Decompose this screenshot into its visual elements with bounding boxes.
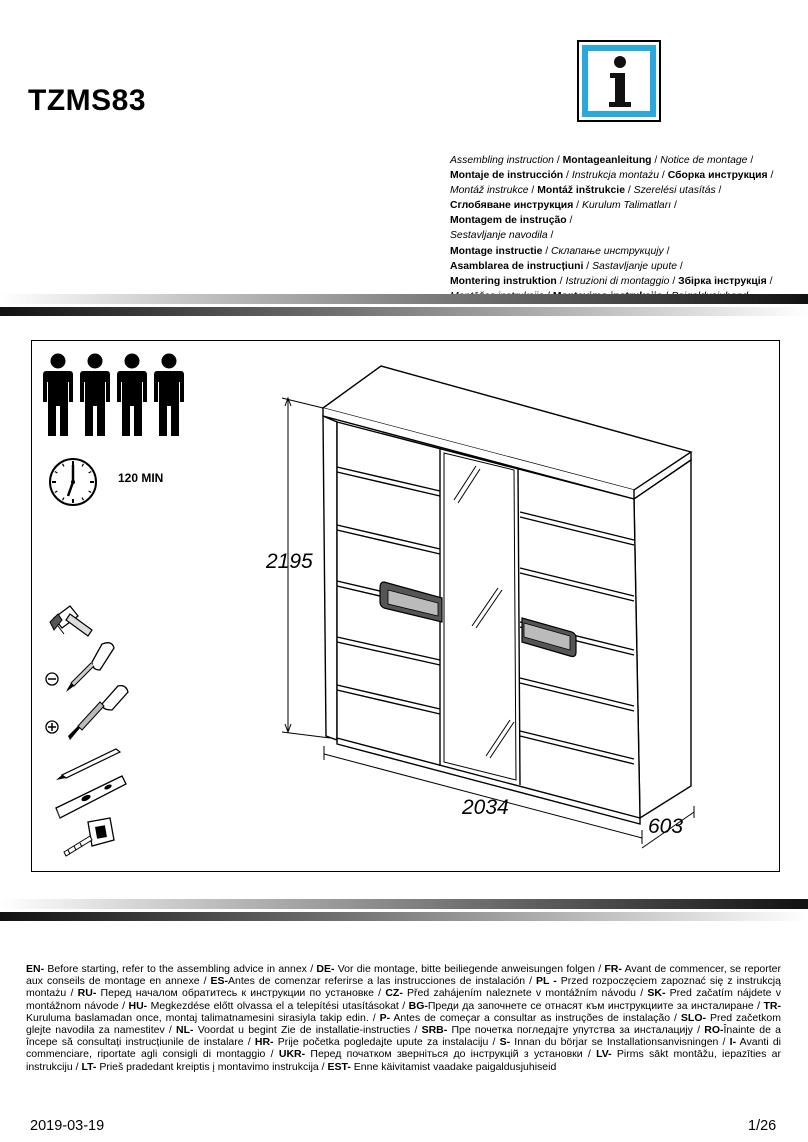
assembly-titles: Assembling instruction / Montageanleitung / Notice de montage / Montaje de instrucción / Instrukcja montażu / Сборка инструкция / Montáž instrukce / Montáž inštrukcie / Szerelési utasítás / Сглобяване инструкция / Kurulum Talimatları / Montagem de instrução / Sestavljanje navodila / Montage instructie / Склапање инструкцију / Asamblarea de instrucțiuni / Sastavljanje upute / Montering instruktion / Istruzioni di montaggio / Збірка інструкція /: [450, 153, 795, 304]
person-icon: [117, 354, 147, 437]
lang-text: Enne käivitamist vaadake paigaldusjuhiseid: [350, 1060, 557, 1073]
lang-code: RU-: [77, 987, 97, 1000]
lang-code: PL -: [536, 975, 557, 988]
bottom-divider-bands: [0, 893, 808, 923]
title-es: Montaje de instrucción: [450, 170, 564, 182]
lang-text: Перед початком зверніться до інструкцій з установки /: [305, 1048, 597, 1061]
lang-text: Pred začatím nájdete v montážnom návode /: [26, 987, 781, 1012]
title-de: Montageanleitung: [562, 155, 652, 166]
lang-text: Înainte de a începe să consultați instrucțiunile de instalare /: [26, 1024, 781, 1049]
lang-code: EST-: [327, 1060, 351, 1073]
title-sk: Montáž inštrukcie: [537, 185, 625, 197]
title-p: Montagem de instrução: [450, 215, 567, 227]
lang-text: Innan du börjar se Installationsanvisningen /: [510, 1036, 730, 1049]
model-title: TZMS83: [28, 84, 147, 117]
lang-code: SK-: [647, 987, 666, 1000]
lang-text: Przed rozpoczęciem zapoznać się z instrukcją montażu /: [26, 975, 781, 1000]
title-hr: Sastavljanje upute: [592, 260, 677, 272]
lang-code: I-: [729, 1036, 737, 1049]
flat-symbol: ⊖: [52, 679, 53, 680]
title-en: Assembling instruction: [450, 155, 554, 166]
flat-screwdriver-icon: [46, 643, 114, 692]
title-s: Montering instruktion: [450, 275, 557, 287]
lang-text: Kuruluma baslamadan once, montaj talimatnamesini sirasiyla takip edin. /: [26, 1011, 380, 1024]
lang-code: SRB-: [421, 1024, 448, 1037]
phillips-screwdriver-icon: [46, 686, 128, 740]
lang-code: BG-: [408, 999, 428, 1012]
top-divider-bands: [0, 292, 808, 320]
lang-code: RO-: [704, 1024, 724, 1037]
page-number: 1/26: [748, 1118, 777, 1134]
lang-code: P-: [379, 1011, 391, 1024]
document-date: 2019-03-19: [30, 1118, 105, 1134]
clock-icon: [47, 456, 99, 508]
person-icon: [154, 354, 184, 437]
lang-code: CZ-: [385, 987, 403, 1000]
lang-code: NL-: [176, 1024, 194, 1037]
lang-text: Преди да започнете се отнасят към инструкциите за инсталиране /: [427, 999, 764, 1012]
title-ukr: Збірка інструкція: [678, 275, 767, 287]
lang-code: HU-: [128, 999, 148, 1012]
lang-text: Voordat u begint Zie de installatie-instructies /: [193, 1024, 422, 1037]
hammer-icon: [50, 606, 92, 636]
lang-code: LT-: [81, 1060, 97, 1073]
lang-text: Antes de comenzar referirse a las instrucciones de instalación /: [228, 975, 537, 988]
depth-dimension: 603: [648, 815, 684, 838]
wardrobe-drawing: [258, 360, 703, 860]
lang-text: Перед началом обратитесь к инструкции по установке /: [96, 987, 386, 1000]
lang-text: Before starting, refer to the assembling advice in annex /: [44, 963, 317, 975]
person-icon: [43, 354, 73, 437]
lang-text: Antes de começar a consultar as instruções de instalação /: [390, 1011, 681, 1024]
title-pl: Instrukcja montażu: [571, 170, 660, 182]
title-hu: Szerelési utasítás: [633, 185, 716, 197]
width-dimension: 2034: [462, 796, 509, 819]
lang-text: Pirms sākt montāžu, iepazīties ar instrukciju /: [26, 1048, 781, 1073]
lang-code: LV-: [596, 1048, 612, 1061]
lang-code: UKR-: [278, 1048, 306, 1061]
lang-code: FR-: [604, 963, 622, 975]
info-icon: [577, 40, 661, 122]
lang-text: Avant de commencer, se reporter aux conseils de montage en annexe /: [26, 963, 782, 988]
lang-code: ES-: [210, 975, 229, 988]
title-cz: Montáž instrukce: [450, 185, 529, 197]
lang-text: Prije početka pogledajte upute za instalaciju /: [273, 1036, 500, 1049]
person-icon: [80, 354, 110, 437]
title-bg: Сглобяване инструкция: [450, 200, 574, 212]
title-fr: Notice de montage: [660, 155, 748, 166]
lang-code: HR-: [254, 1036, 274, 1049]
title-ru: Сборка инструкция: [667, 170, 768, 182]
tools-list: [40, 600, 130, 865]
pencil-icon: [56, 749, 120, 780]
duration-label: 120 MIN: [118, 471, 164, 485]
phillips-symbol: ⊕: [52, 727, 53, 728]
lang-text: Megkezdése előtt olvassa el a telepítési utasításokat /: [147, 999, 409, 1012]
height-dimension: 2195: [266, 550, 313, 573]
title-nl: Montage instructie: [450, 245, 543, 257]
lang-text: Pred začetkom glejte navodila za namestitev /: [26, 1011, 781, 1037]
lang-text: Prieš pradedant kreiptis į montavimo instrukcija /: [96, 1060, 328, 1073]
lang-text: Před zahájením naleznete v montážním návodu /: [402, 987, 648, 1000]
language-disclaimer: [26, 963, 781, 1073]
title-srb: Склапање инструкцију: [551, 245, 664, 257]
lang-code: TR-: [763, 999, 781, 1012]
lang-text: Vor die montage, bitte beiliegende anweisungen folgen /: [334, 963, 605, 975]
title-i: Istruzioni di montaggio: [565, 275, 670, 287]
title-slo: Sestavljanje navodila: [450, 230, 548, 242]
lang-text: Пре почетка погледајте упутства за инсталацију /: [447, 1024, 705, 1037]
lang-code: SLO-: [680, 1011, 706, 1024]
title-ro: Asamblarea de instrucțiuni: [450, 260, 584, 272]
people-group: [40, 352, 190, 438]
title-tr: Kurulum Talimatları: [581, 200, 672, 212]
lang-code: S-: [499, 1036, 511, 1049]
lang-code: EN-: [26, 963, 45, 975]
tape-measure-icon: [64, 818, 114, 856]
spirit-level-icon: [56, 776, 126, 822]
lang-code: DE-: [316, 963, 335, 975]
lang-text: Avanti di commenciare, riportate agli consigli di montaggio /: [26, 1036, 782, 1061]
